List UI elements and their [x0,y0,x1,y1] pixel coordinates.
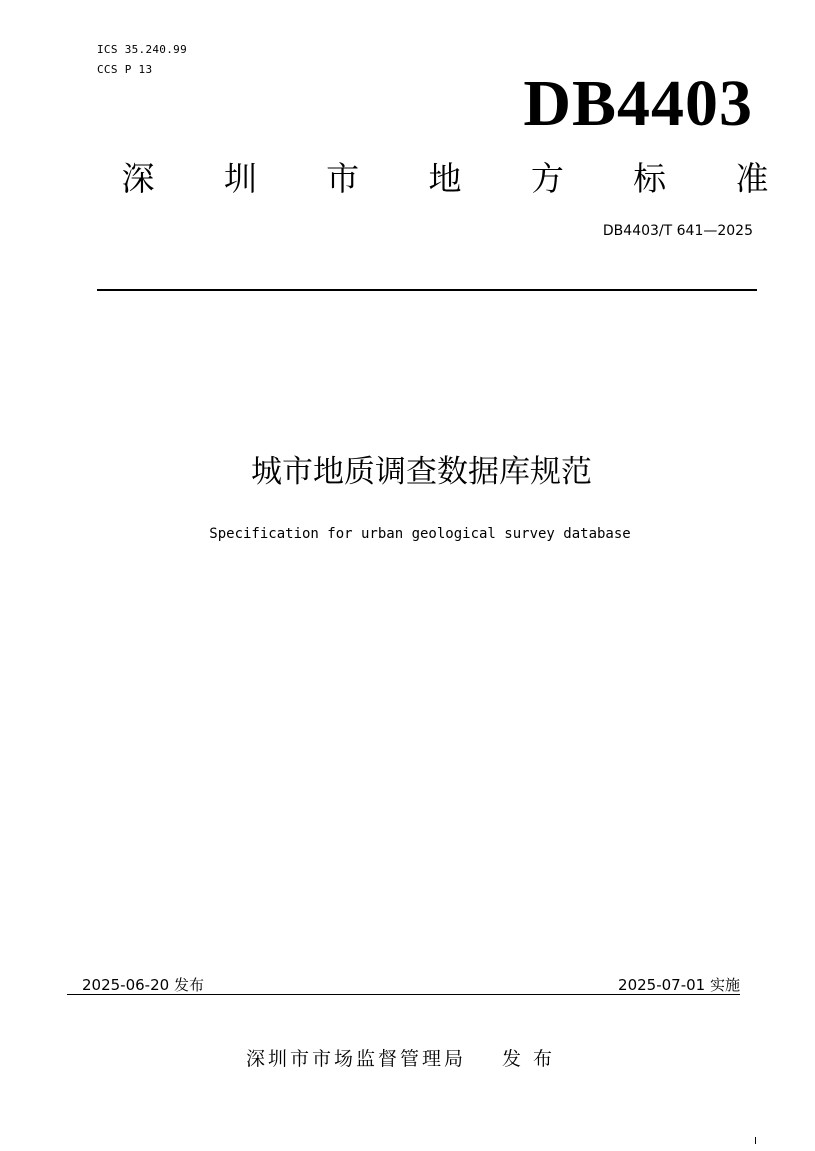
footer-divider [67,994,740,995]
standard-number: DB4403/T 641—2025 [602,223,753,239]
category-char: 市 [326,159,360,198]
ccs-code: CCS P 13 [97,63,153,76]
issue-date: 2025-06-20 发布 [82,976,204,994]
category-char: 深 [121,159,155,198]
issuer-name: 深圳市市场监督管理局 [246,1048,467,1070]
page-number: I [754,1136,757,1147]
issuer-line [246,1044,555,1074]
category-char: 方 [530,159,564,198]
category-char: 准 [735,159,769,198]
category-char: 圳 [223,159,257,198]
standard-category [120,154,770,204]
implementation-date: 2025-07-01 实施 [618,976,740,994]
header-divider [97,289,757,291]
document-title-english: Specification for urban geological survey database [209,526,631,542]
document-title-chinese: 城市地质调查数据库规范 [251,454,592,490]
standard-code-heading: DB4403 [523,67,753,140]
ics-code: ICS 35.240.99 [97,43,187,56]
issuer-action: 发 布 [502,1048,556,1070]
category-char: 地 [428,159,462,198]
category-char: 标 [633,159,667,198]
